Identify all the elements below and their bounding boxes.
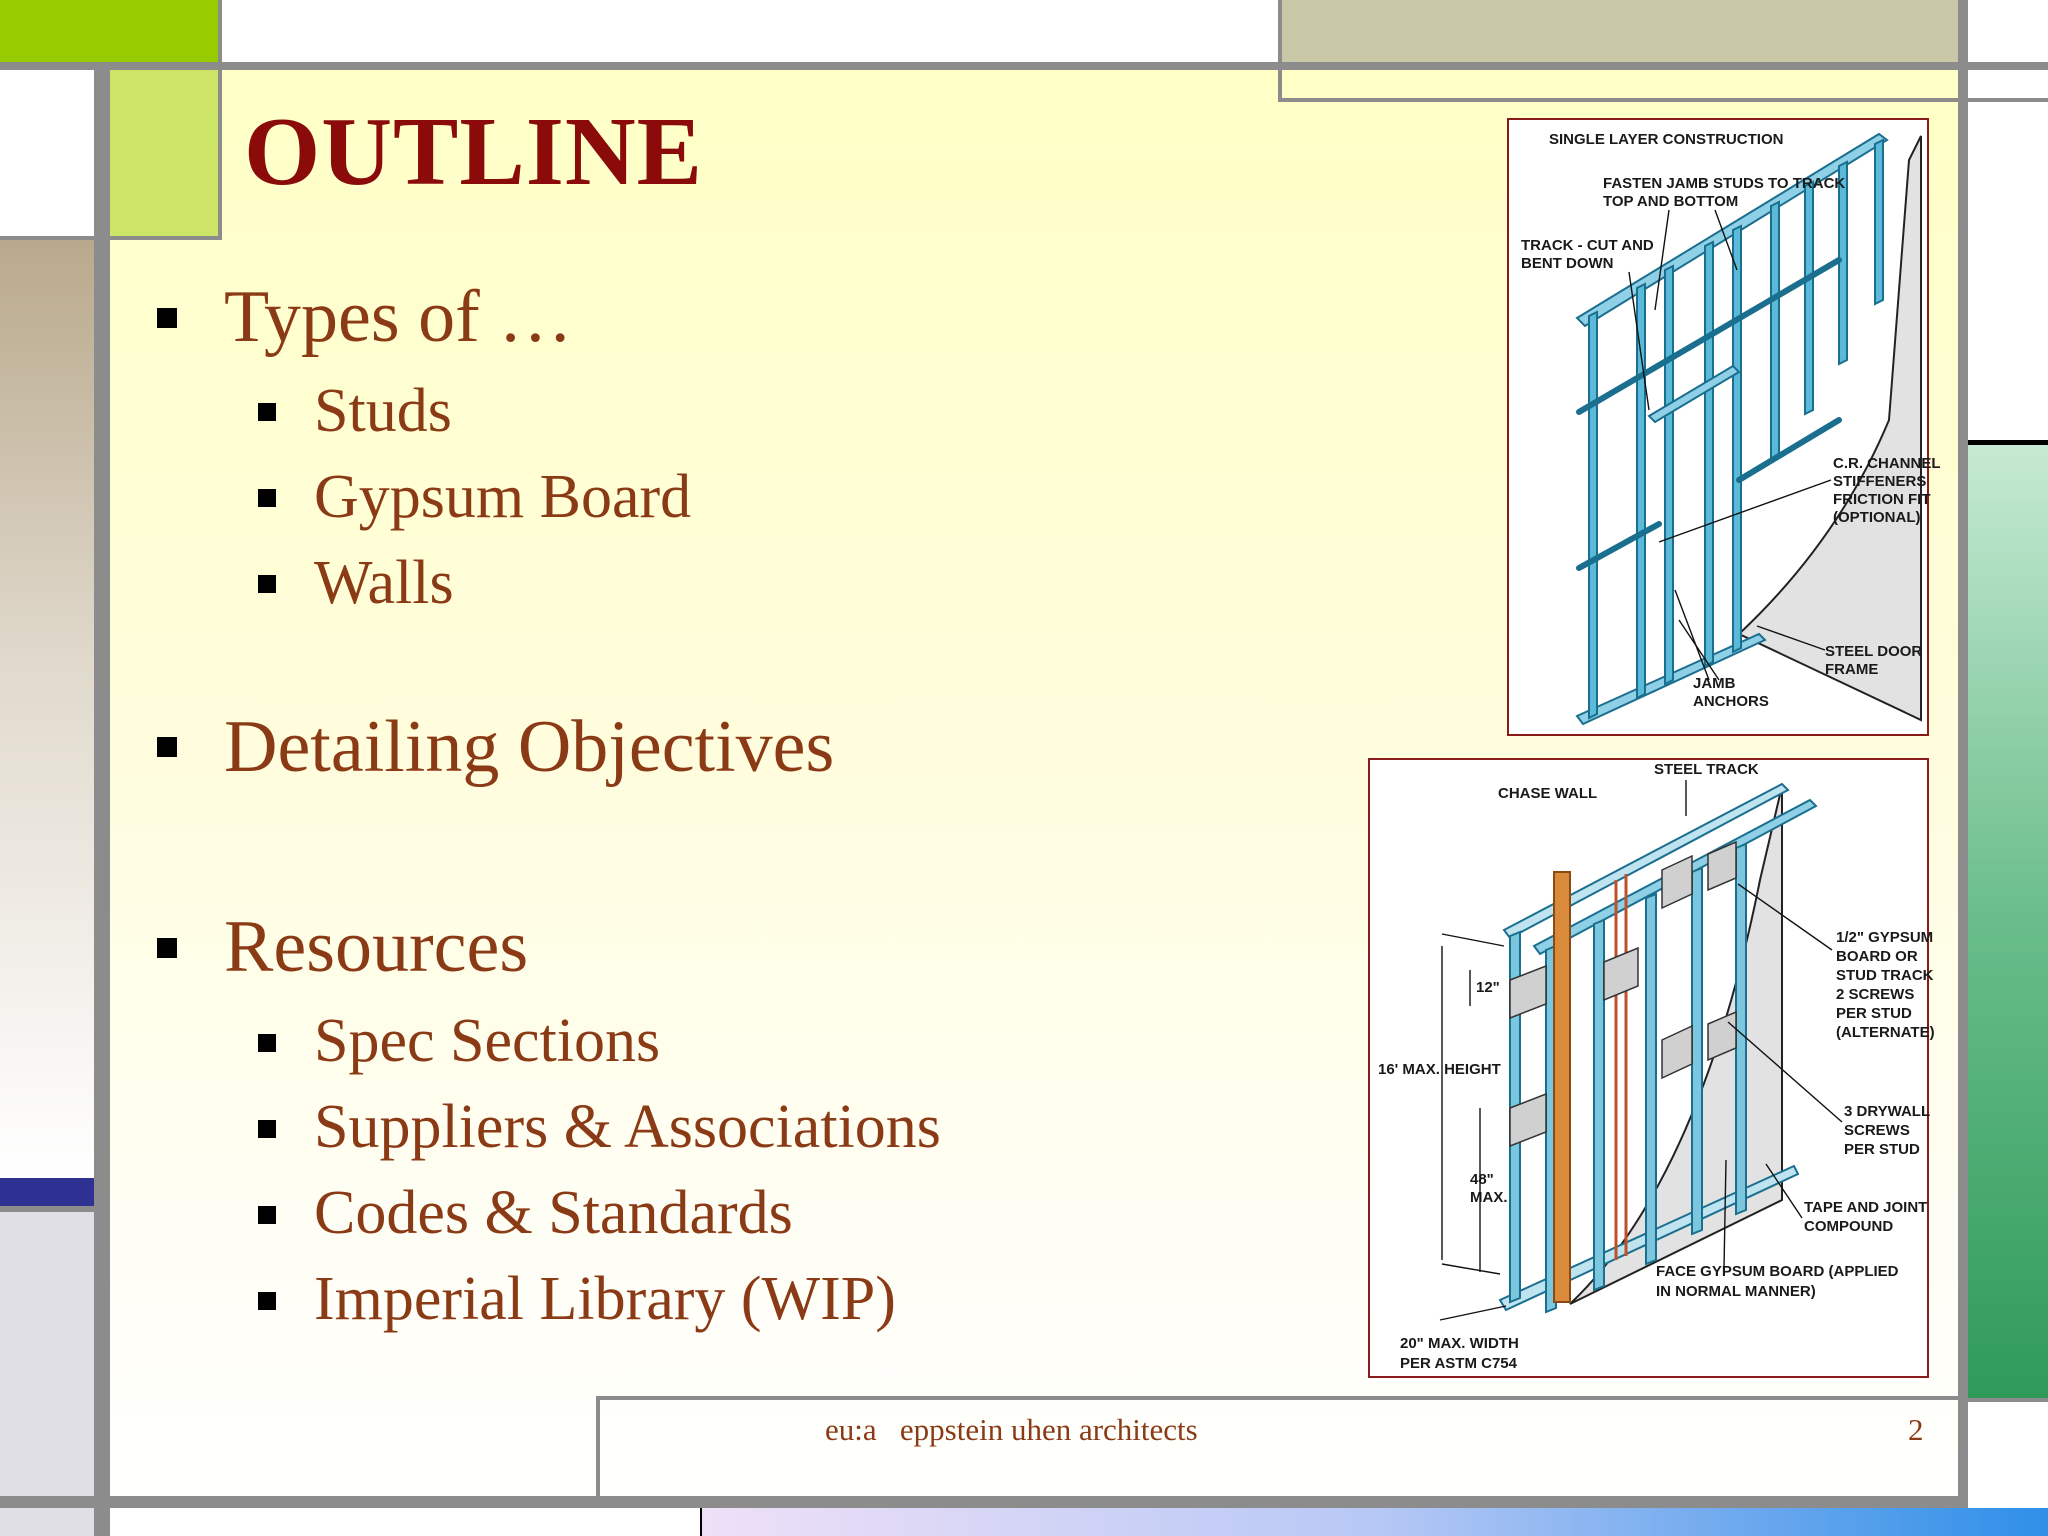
frame-line [0, 1496, 1968, 1508]
lime-title-block [110, 68, 220, 238]
bullet-suppliers-associations: Suppliers & Associations [314, 1093, 941, 1161]
diagram-label: BOARD OR [1836, 948, 1918, 965]
frame-line [1278, 0, 1282, 102]
diagram-label: 12" [1476, 979, 1500, 996]
bullet-marker [157, 737, 177, 757]
bullet-imperial-library: Imperial Library (WIP) [314, 1265, 896, 1333]
diagram-label: FACE GYPSUM BOARD (APPLIED [1656, 1263, 1899, 1280]
diagram-label: PER ASTM C754 [1400, 1355, 1517, 1372]
diagram-heading: CHASE WALL [1498, 785, 1598, 802]
diagram-label: PER STUD [1844, 1141, 1920, 1158]
diagram-label: 1/2" GYPSUM [1836, 929, 1934, 946]
diagram-label: STEEL TRACK [1654, 761, 1759, 778]
page-number: 2 [1908, 1412, 1924, 1447]
khaki-top-block [1280, 0, 1958, 62]
bullet-marker [258, 1120, 276, 1138]
diagram-heading: SINGLE LAYER CONSTRUCTION [1549, 131, 1784, 148]
single-layer-construction-diagram [1507, 118, 1941, 736]
bullet-resources: Resources [224, 906, 529, 988]
bullet-types-of: Types of … [224, 276, 573, 358]
bullet-marker [258, 403, 276, 421]
chase-wall-diagram [1368, 758, 1935, 1378]
bullet-marker [258, 489, 276, 507]
diagram-label: STEEL DOOR [1825, 643, 1923, 660]
frame-line [218, 0, 222, 240]
diagram-label: (OPTIONAL) [1833, 509, 1921, 526]
frame-line [1958, 1398, 2048, 1402]
frame-line [1958, 0, 1968, 1500]
right-green-strip [1968, 444, 2048, 1399]
chase-wall-illustration [1370, 760, 1935, 1376]
diagram-label: 2 SCREWS [1836, 986, 1915, 1003]
diagram-label: 20" MAX. WIDTH [1400, 1335, 1519, 1352]
diagram-label: STUD TRACK [1836, 967, 1934, 984]
diagram-label: SCREWS [1844, 1122, 1910, 1139]
frame-line [0, 236, 222, 240]
bullet-marker [157, 938, 177, 958]
diagram-label: 3 DRYWALL [1844, 1103, 1931, 1120]
diagram-label: JAMB [1693, 675, 1736, 692]
frame-line [0, 1206, 94, 1212]
frame-line [596, 1396, 1966, 1400]
left-lavender-strip [0, 1212, 94, 1536]
bullet-gypsum-board: Gypsum Board [314, 463, 692, 531]
diagram-label: 16' MAX. HEIGHT [1378, 1061, 1501, 1078]
diagram-label: IN NORMAL MANNER) [1656, 1283, 1816, 1300]
diagram-label: ANCHORS [1693, 693, 1769, 710]
bullet-marker [258, 1206, 276, 1224]
diagram-label: BENT DOWN [1521, 255, 1614, 272]
diagram-label: FASTEN JAMB STUDS TO TRACK [1603, 175, 1846, 192]
bullet-marker [258, 575, 276, 593]
bottom-gradient-strip [700, 1508, 2048, 1536]
left-tan-strip [0, 240, 94, 1175]
diagram-label: TRACK - CUT AND [1521, 237, 1654, 254]
frame-line [1278, 98, 2048, 102]
diagram-label: (ALTERNATE) [1836, 1024, 1935, 1041]
left-navy-block [0, 1178, 94, 1206]
diagram-label: FRICTION FIT [1833, 491, 1931, 508]
footer-company: eu:a eppstein uhen architects [825, 1412, 1198, 1447]
bullet-marker [157, 308, 177, 328]
bullet-detailing-objectives: Detailing Objectives [224, 706, 835, 788]
bullet-marker [258, 1034, 276, 1052]
diagram-label: C.R. CHANNEL [1833, 455, 1941, 472]
frame-line [94, 62, 110, 1536]
frame-line [1968, 440, 2048, 445]
diagram-label: TAPE AND JOINT [1804, 1199, 1928, 1216]
bullet-walls: Walls [314, 549, 454, 617]
diagram-label: PER STUD [1836, 1005, 1912, 1022]
bullet-codes-standards: Codes & Standards [314, 1179, 793, 1247]
green-corner-block [0, 0, 220, 62]
diagram-label: FRAME [1825, 661, 1879, 678]
diagram-label: TOP AND BOTTOM [1603, 193, 1739, 210]
diagram-label: 48" [1470, 1171, 1494, 1188]
diagram-label: STIFFENERS [1833, 473, 1927, 490]
frame-line [0, 62, 2048, 70]
bullet-marker [258, 1292, 276, 1310]
frame-line [596, 1396, 600, 1508]
bullet-spec-sections: Spec Sections [314, 1007, 661, 1075]
steel-stud-framing-illustration [1509, 120, 1941, 734]
bullet-studs: Studs [314, 377, 452, 445]
diagram-label: MAX. [1470, 1189, 1508, 1206]
diagram-label: COMPOUND [1804, 1218, 1894, 1235]
frame-line [700, 1508, 702, 1536]
slide-title: OUTLINE [244, 98, 704, 206]
